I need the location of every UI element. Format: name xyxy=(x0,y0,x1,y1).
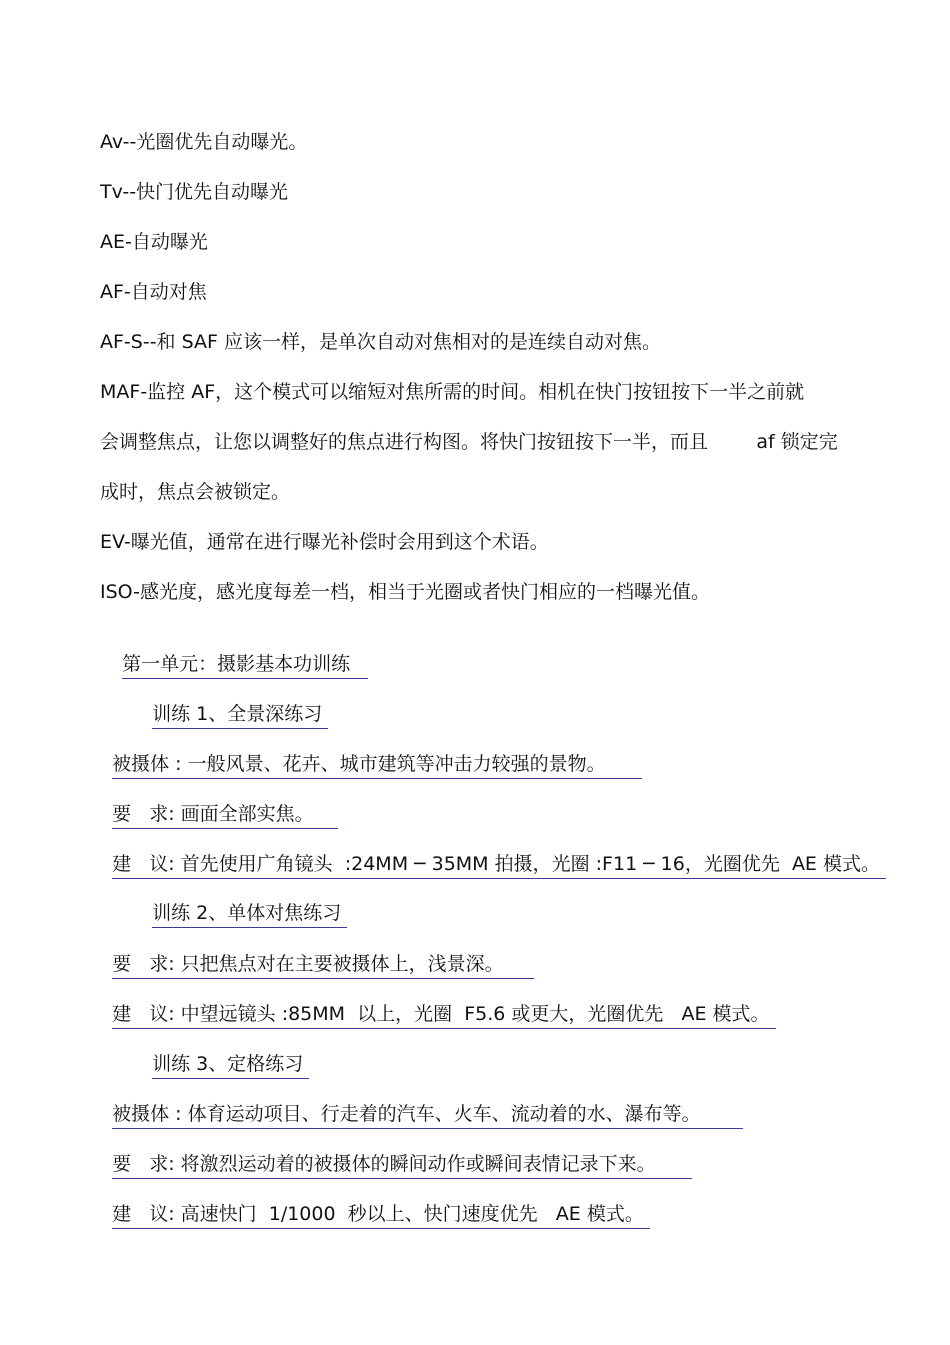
exercise-2-suggestion: 建 议: 中望远镜头 :85MM 以上，光圈 F5.6 或更大，光圈优先 AE 模式。 xyxy=(100,978,776,1029)
exercise-1-requirement: 要 求: 画面全部实焦。 xyxy=(100,778,338,829)
exercise-3-title: 训练 3、定格练习 xyxy=(140,1028,309,1079)
exercise-3-subject: 被摄体 : 体育运动项目、行走着的汽车、火车、流动着的水、瀑布等。 xyxy=(100,1078,743,1129)
exercise-2-requirement: 要 求: 只把焦点对在主要被摄体上，浅景深。 xyxy=(100,928,534,979)
exercise-1-suggestion: 建 议: 首先使用广角镜头 :24MM ─ 35MM 拍摄，光圈 :F11 ─ 16，光圈优先 AE 模式。 xyxy=(100,828,886,879)
term-ev: EV-曝光值，通常在进行曝光补偿时会用到这个术语。 xyxy=(100,531,549,553)
exercise-3-requirement: 要 求: 将激烈运动着的被摄体的瞬间动作或瞬间表情记录下来。 xyxy=(100,1128,692,1179)
exercise-1-subject: 被摄体 : 一般风景、花卉、城市建筑等冲击力较强的景物。 xyxy=(100,728,642,779)
term-af-s: AF-S--和 SAF 应该一样，是单次自动对焦相对的是连续自动对焦。 xyxy=(100,331,661,353)
term-iso: ISO-感光度，感光度每差一档，相当于光圈或者快门相应的一档曝光值。 xyxy=(100,581,711,603)
term-ae: AE-自动曝光 xyxy=(100,231,208,253)
exercise-2-title: 训练 2、单体对焦练习 xyxy=(140,877,347,928)
term-av: Av--光圈优先自动曝光。 xyxy=(100,131,308,153)
exercise-1-title: 训练 1、全景深练习 xyxy=(140,678,328,729)
term-tv: Tv--快门优先自动曝光 xyxy=(100,181,289,203)
exercise-3-suggestion: 建 议: 高速快门 1/1000 秒以上、快门速度优先 AE 模式。 xyxy=(100,1178,650,1229)
unit-heading xyxy=(110,628,368,679)
term-maf-line-2: 会调整焦点，让您以调整好的焦点进行构图。将快门按钮按下一半，而且 af 锁定完 xyxy=(100,431,838,453)
term-maf-line-1: MAF-监控 AF，这个模式可以缩短对焦所需的时间。相机在快门按钮按下一半之前就 xyxy=(100,381,805,403)
unit-title: 第一单元：摄影基本功训练 xyxy=(122,652,368,679)
term-af: AF-自动对焦 xyxy=(100,281,207,303)
term-maf-line-3: 成时，焦点会被锁定。 xyxy=(100,481,291,503)
